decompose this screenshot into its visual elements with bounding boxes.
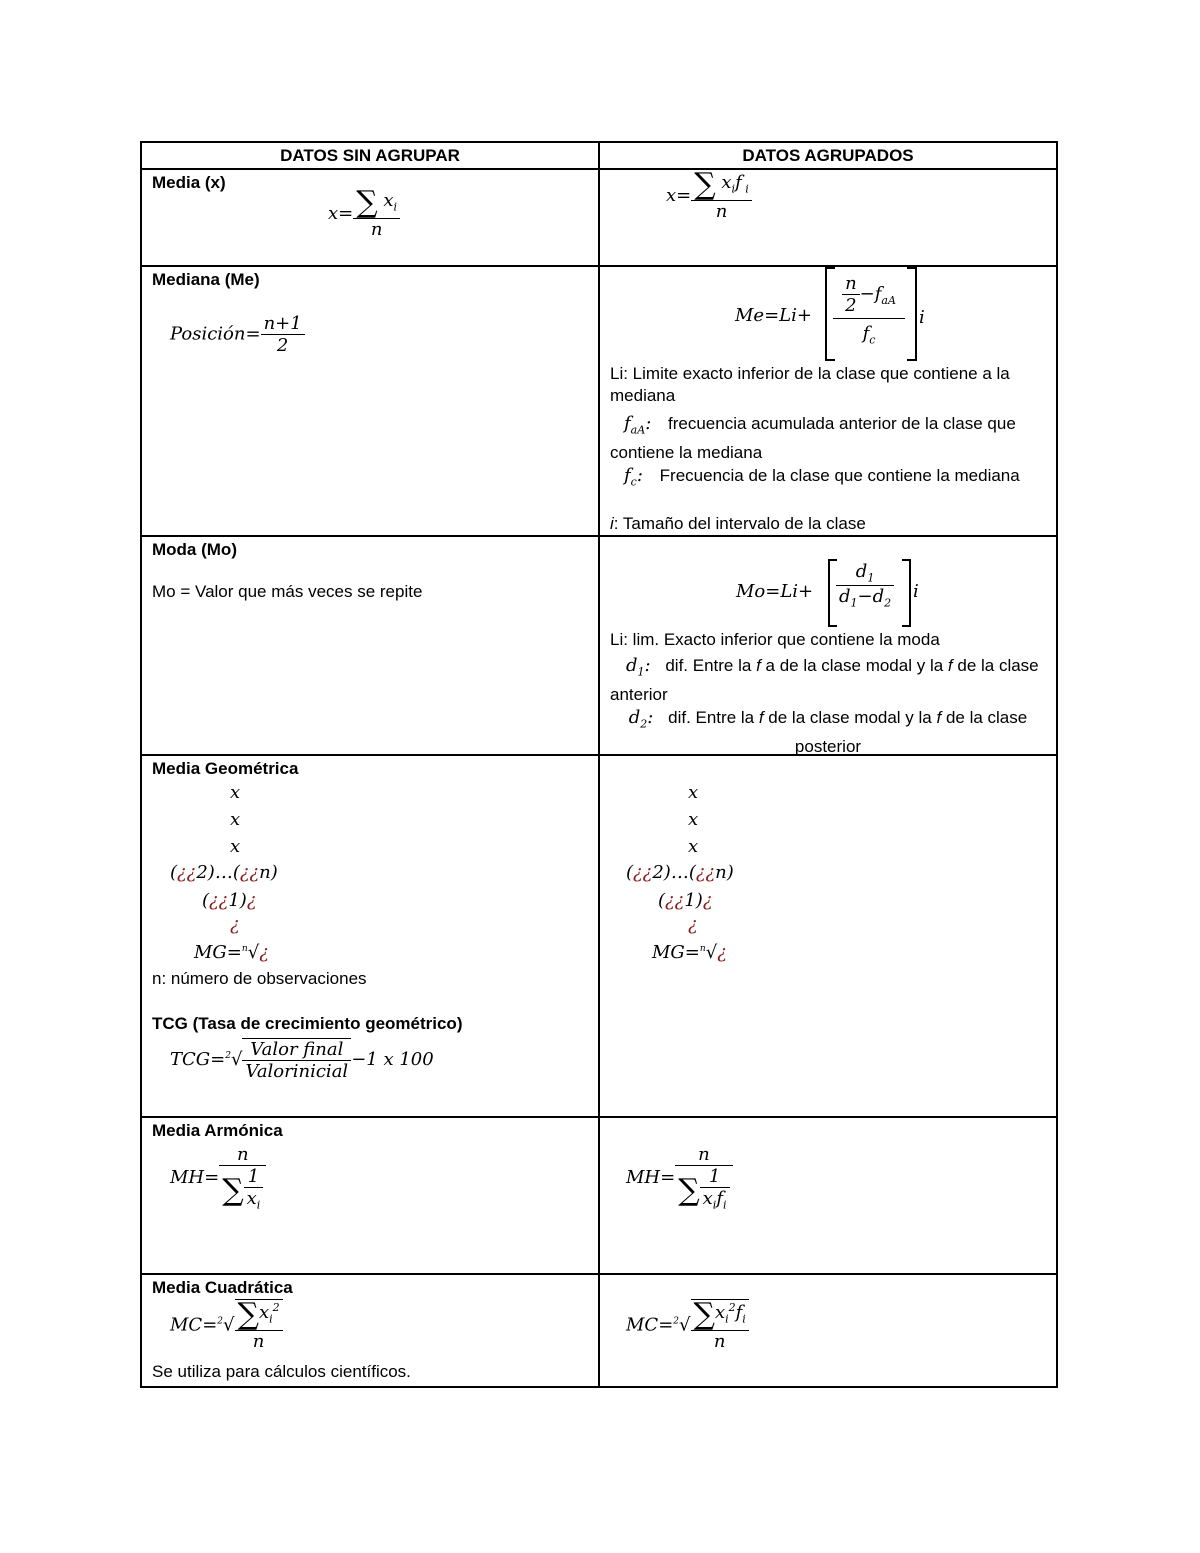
li-description: Li: Limite exacto inferior de la clase que contiene a la mediana	[610, 364, 1010, 405]
cuadratica-left-cell	[142, 1275, 600, 1386]
armonica-title: Media Armónica	[152, 1121, 283, 1140]
d1-description: $d_1$: dif. Entre la f a de la clase modal y la f de la clase anterior	[610, 655, 1039, 704]
media-title: Media (x)	[152, 173, 226, 192]
geometrica-title: Media Geométrica	[152, 759, 299, 778]
armonica-grouped-formula: MH= n ∑ $\frac{1}{x_if_i}$	[626, 1144, 733, 1212]
armonica-left-cell	[142, 1118, 600, 1273]
moda-title: Moda (Mo)	[152, 540, 237, 559]
mediana-right-cell: Me=Li+ $\frac{n}{2}$ $-f_{aA}$ $f_c$ i Li: Limite exacto inferior de la clase que contiene a la mediana $f_{aA}$: frecuencia acumulada anterior de la clase que contiene la mediana $f_c$: Frecuencia de la clase que contiene la mediana i: Tamaño del intervalo de la clase	[600, 267, 1056, 535]
moda-li-description: Li: lim. Exacto inferior que contiene la moda	[610, 630, 940, 649]
armonica-row	[142, 1118, 1056, 1275]
i-description: i: Tamaño del intervalo de la clase	[610, 514, 866, 533]
armonica-formula: MH= n ∑ $\frac{1}{x_i}$	[170, 1144, 266, 1212]
cuadratica-note: Se utiliza para cálculos científicos.	[152, 1362, 411, 1381]
formula-table	[140, 141, 1058, 1388]
media-formula: x= $\frac{\sum x_i}{n}$	[328, 188, 400, 240]
mediana-row	[142, 267, 1056, 537]
posicion-label: Posición	[170, 323, 246, 345]
moda-left-cell	[142, 537, 600, 754]
header-left: DATOS SIN AGRUPAR	[142, 143, 600, 168]
moda-right-cell: Mo=Li+ $\frac{d_1}{d_1-d_2}$ i Li: lim. Exacto inferior que contiene la moda $d_1$: dif. Entre la f a de la clase modal y la f de la clase anterior $d_2$: dif. Entre la f de la clase modal y la f de la clase posterior	[600, 537, 1056, 754]
media-right-cell	[600, 170, 1056, 265]
media-left-cell	[142, 170, 600, 265]
d2-description: $d_2$: dif. Entre la f de la clase modal y la f de la clase posterior	[628, 707, 1028, 754]
cuadratica-right-cell	[600, 1275, 1056, 1386]
media-row	[142, 170, 1056, 267]
posicion-formula: Posición= $\frac{n+1}{2}$	[170, 313, 305, 356]
moda-row	[142, 537, 1056, 756]
geometrica-right-cell: x x x (¿¿2)…(¿¿n) (¿¿1)¿ ¿ MG=$^n$√¿	[626, 782, 734, 963]
cuadratica-title: Media Cuadrática	[152, 1278, 293, 1297]
geometrica-row	[142, 756, 1056, 1118]
cuadratica-grouped-formula: MC=$^2$√ $\frac{\sum x_i^2f_i}{n}$	[626, 1299, 749, 1352]
armonica-right-cell	[600, 1118, 1056, 1273]
tcg-title: TCG (Tasa de crecimiento geométrico)	[152, 1014, 463, 1033]
moda-description: Mo = Valor que más veces se repite	[152, 582, 423, 601]
header-row	[142, 143, 1056, 170]
media-grouped-formula: x= $\frac{\sum x_if _i}{n}$	[666, 170, 752, 222]
mediana-left-cell	[142, 267, 600, 535]
fa-description: $f_{aA}$: frecuencia acumulada anterior de la clase que contiene la mediana	[610, 413, 1016, 462]
header-right: DATOS AGRUPADOS	[742, 146, 914, 165]
cuadratica-row	[142, 1275, 1056, 1386]
n-description: n: número de observaciones	[152, 969, 367, 988]
geometrica-left-cell: Media Geométrica x x x (¿¿2)…(¿¿n) (¿¿1)¿ ¿ MG=$^n$√¿ n: número de observaciones TCG (Tasa de crecimiento geométrico) TCG=$^2$√ $\frac{\text{Valor final}}{\text{Valorinicial}}$ −1 x 100	[142, 756, 600, 1116]
cuadratica-formula: MC=$^2$√ $\frac{\sum x_i^2}{n}$	[170, 1299, 283, 1352]
fc-description: $f_c$: Frecuencia de la clase que contiene la mediana	[624, 465, 1020, 489]
mediana-title: Mediana (Me)	[152, 270, 260, 289]
tcg-formula: TCG=$^2$√ $\frac{\text{Valor final}}{\text{Valorinicial}}$ −1 x 100	[170, 1039, 434, 1082]
